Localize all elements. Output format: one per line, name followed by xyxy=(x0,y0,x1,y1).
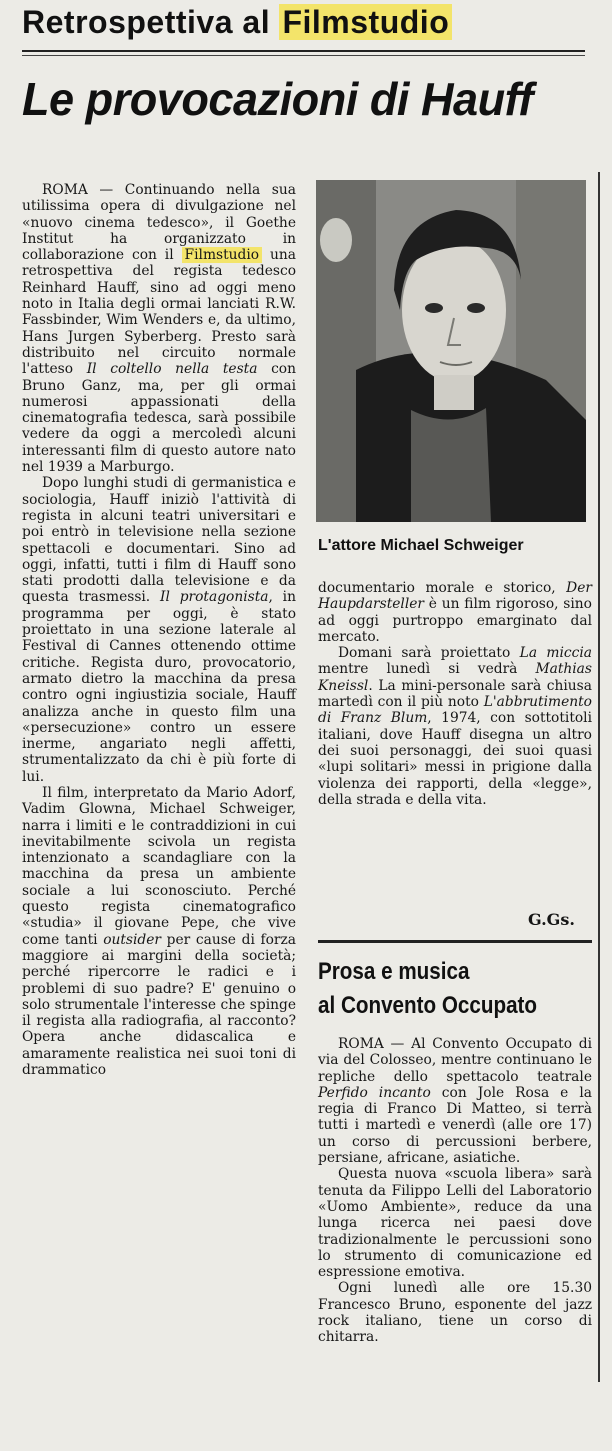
headline-line: al Convento Occupato xyxy=(318,992,538,1019)
film-title: Il coltello nella testa xyxy=(86,361,258,378)
text-run: Il film, interpretato da Mario Adorf, Vadim Glowna, Michael Schweiger, narra i limiti e le contraddizioni in cui inevitabilmente scivola un regista intenzionato a scandagliare con la macchina da presa un ambiente sociale a lui sconosciuto. Perché questo regista cinematografico «studia» il giovane Pepe, che vive come tanti xyxy=(22,784,296,948)
paragraph xyxy=(318,1036,592,1166)
text-run: mentre lunedì si vedrà xyxy=(318,661,536,678)
text-run: , in programma per oggi, è stato proiettato in una sezione laterale al Festival di Cannes ottenendo ottime critiche. Regista duro, provocatorio, armato dietro la macchina da presa contro ogni ingiustizia sociale, Hauff analizza anche in questo film una «persecuzione» contro un essere inerme, angariato negli affetti, strumentalizzato da chi è più forte di lui. xyxy=(22,589,296,785)
headline-line: Prosa e musica xyxy=(318,958,470,985)
paragraph: Questa nuova «scuola libera» sarà tenuta da Filippo Lelli del Laboratorio «Uomo Ambiente», reduce da una lunga ricerca nei paesi dove tradizionalmente le percussioni sono lo strumento di comunicazione ed espressione emotiva. xyxy=(318,1166,592,1281)
paragraph xyxy=(318,645,592,808)
article-body-left-column xyxy=(22,182,296,1078)
text-run: . La mini-personale sarà chiusa martedì con il più noto xyxy=(318,677,592,711)
italic-term: outsider xyxy=(103,931,162,948)
second-article-body xyxy=(318,1036,592,1346)
text-run: con Jole Rosa e la regia di Franco Di Matteo, si terrà tutti i martedì e venerdì (alle ore 17) un corso di percussioni berbere, persiane, africane, asiatiche. xyxy=(318,1084,592,1167)
text-run: ROMA — Continuando nella sua utilissima opera di divulgazione nel «nuovo cinema tedesco», il Goethe Institut ha organizzato in collaborazione con il xyxy=(22,182,296,264)
section-kicker xyxy=(22,4,452,41)
paragraph xyxy=(318,580,592,645)
film-title: La miccia xyxy=(519,645,592,662)
show-title: Perfido incanto xyxy=(318,1084,431,1101)
photo-caption: L'attore Michael Schweiger xyxy=(318,537,524,554)
paragraph xyxy=(22,785,296,1078)
paragraph: Ogni lunedì alle ore 15.30 Francesco Bruno, esponente del jazz rock italiano, tiene un corso di chitarra. xyxy=(318,1280,592,1346)
text-run: , 1974, con sottotitoli italiani, dove Hauff disegna un altro dei suoi personaggi, dei suoi quasi «lupi solitari» messi in prigione dalla violenza dei rapporti, della «legge», della strada e della vita. xyxy=(318,710,592,808)
author-signature: G.Gs. xyxy=(528,910,575,929)
film-title: Der Haupdarsteller xyxy=(318,580,592,613)
film-title: L'abbrutimento di Franz Blum xyxy=(318,694,592,727)
film-title: Mathias Kneissl xyxy=(318,661,592,694)
text-run: una retrospettiva del regista tedesco Reinhard Hauff, sino ad oggi meno noto in Italia degli ormai lanciati R.W. Fassbinder, Wim Wenders e, da ultimo, Hans Jurgen Syberberg. Presto sarà distribuito nel circuito normale l'atteso xyxy=(22,247,296,378)
article-body-right-column xyxy=(318,580,592,808)
text-run: Domani sarà proiettato xyxy=(338,645,520,662)
column-divider xyxy=(598,172,600,1382)
paragraph xyxy=(22,182,296,475)
text-run: documentario morale e storico, xyxy=(318,580,567,596)
text-run: per cause di forza maggiore ai margini della società; perché ripercorre le radici e i problemi di suo padre? E' genuino o solo strumentale l'interesse che spinge il regista alla radiografia, al racconto? Opera anche didascalica e amaramente realistica nei suoi toni di drammatico xyxy=(22,931,297,1079)
text-run: con Bruno Ganz, ma, per gli ormai numerosi appassionati della cinematografia tedesca, sarà possibile vedere da oggi a mercoledì alcuni interessanti film di questo autore nato nel 1939 a Marburgo. xyxy=(22,361,296,476)
text-run: è un film rigoroso, sino ad oggi purtroppo emarginato dal mercato. xyxy=(318,596,592,645)
portrait-photo xyxy=(316,180,586,522)
section-rule xyxy=(318,940,592,943)
second-article-headline xyxy=(318,955,554,1023)
top-rule xyxy=(22,50,585,52)
paragraph xyxy=(22,475,296,785)
kicker-text: Retrospettiva al xyxy=(22,4,280,40)
film-title: Il protagonista xyxy=(160,589,269,606)
highlighted-term: Filmstudio xyxy=(182,247,263,263)
portrait-image xyxy=(316,180,586,522)
top-rule-thin xyxy=(22,55,585,56)
highlighted-term: Filmstudio xyxy=(279,4,452,40)
text-run: Dopo lunghi studi di germanistica e sociologia, Hauff iniziò l'attività di regista in alcuni teatri universitari e poi entrò in televisione nella sezione spettacoli e documentari. Sino ad oggi, infatti, tutti i film di Hauff sono stati prodotti dalla televisione e da questa trasmessi. xyxy=(22,475,296,606)
article-headline: Le provocazioni di Hauff xyxy=(22,73,533,125)
text-run: ROMA — Al Convento Occupato di via del Colosseo, mentre continuano le repliche dello spettacolo teatrale xyxy=(318,1036,592,1085)
